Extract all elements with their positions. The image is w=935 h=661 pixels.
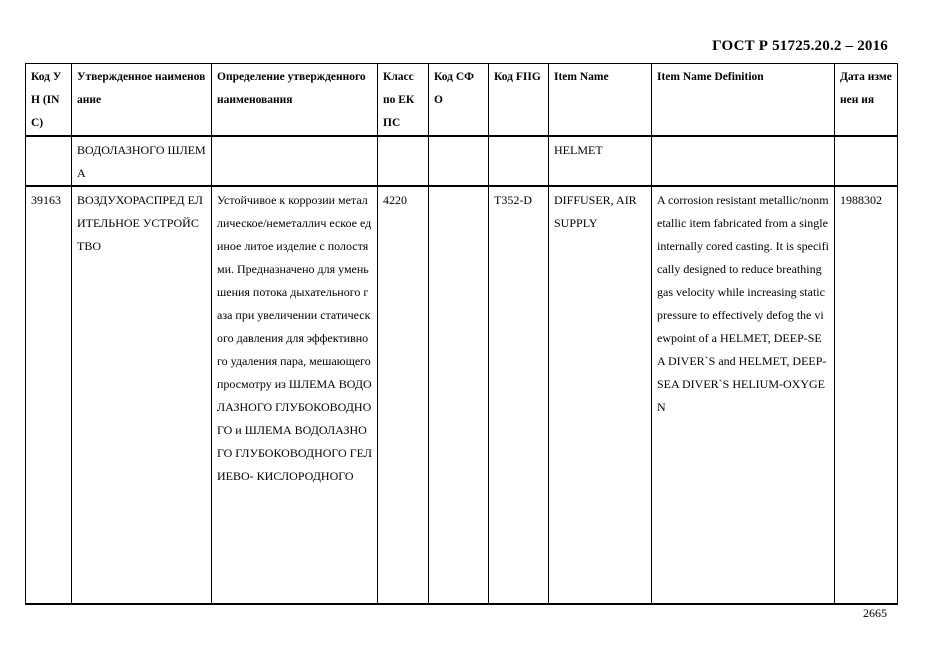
col-header-code-un: Код УН (INC)	[26, 64, 72, 137]
page-number: 2665	[863, 606, 887, 620]
table-row	[26, 136, 898, 186]
col-header-item-name: Item Name	[549, 64, 652, 137]
cell-fiig: T352-D	[489, 186, 549, 604]
cell-approved-name: ВОДОЛАЗНОГО ШЛЕМА	[72, 136, 212, 186]
cell-item-def	[652, 136, 835, 186]
cell-sfo	[429, 136, 489, 186]
col-header-approved-name: Утвержденное наименование	[72, 64, 212, 137]
cell-item-name: DIFFUSER, AIR SUPPLY	[549, 186, 652, 604]
cell-code-un: 39163	[26, 186, 72, 604]
cell-class: 4220	[378, 186, 429, 604]
col-header-date: Дата изменен ия	[835, 64, 898, 137]
cell-date	[835, 136, 898, 186]
col-header-sfo: Код СФО	[429, 64, 489, 137]
document-title: ГОСТ Р 51725.20.2 – 2016	[712, 38, 888, 54]
col-header-class: Класс по ЕКПС	[378, 64, 429, 137]
data-table	[25, 63, 898, 605]
cell-code-un	[26, 136, 72, 186]
col-header-fiig: Код FIIG	[489, 64, 549, 137]
cell-approved-name: ВОЗДУХОРАСПРЕД ЕЛИТЕЛЬНОЕ УСТРОЙСТВО	[72, 186, 212, 604]
cell-sfo	[429, 186, 489, 604]
header-row	[26, 64, 898, 137]
col-header-definition: Определение утвержденного наименования	[212, 64, 378, 137]
cell-item-name: HELMET	[549, 136, 652, 186]
cell-class	[378, 136, 429, 186]
cell-date: 1988302	[835, 186, 898, 604]
cell-definition: Устойчивое к коррозии металлическое/неметаллич еское единое литое изделие с полостями. Предназначено для уменьшения потока дыхательного газа при увеличении статического давления для эффективного удаления пара, мешающего просмотру из ШЛЕМА ВОДОЛАЗНОГО ГЛУБОКОВОДНОГО и ШЛЕМА ВОДОЛАЗНОГО ГЛУБОКОВОДНОГО ГЕЛИЕВО- КИСЛОРОДНОГО	[212, 186, 378, 604]
table-row	[26, 186, 898, 604]
cell-item-def: A corrosion resistant metallic/nonmetallic item fabricated from a single internally cored casting. It is specifically designed to reduce breathing gas velocity while increasing static pressure to effectively defog the viewpoint of a HELMET, DEEP-SEA DIVER`S and HELMET, DEEP-SEA DIVER`S HELIUM-OXYGEN	[652, 186, 835, 604]
cell-fiig	[489, 136, 549, 186]
col-header-item-def: Item Name Definition	[652, 64, 835, 137]
cell-definition	[212, 136, 378, 186]
